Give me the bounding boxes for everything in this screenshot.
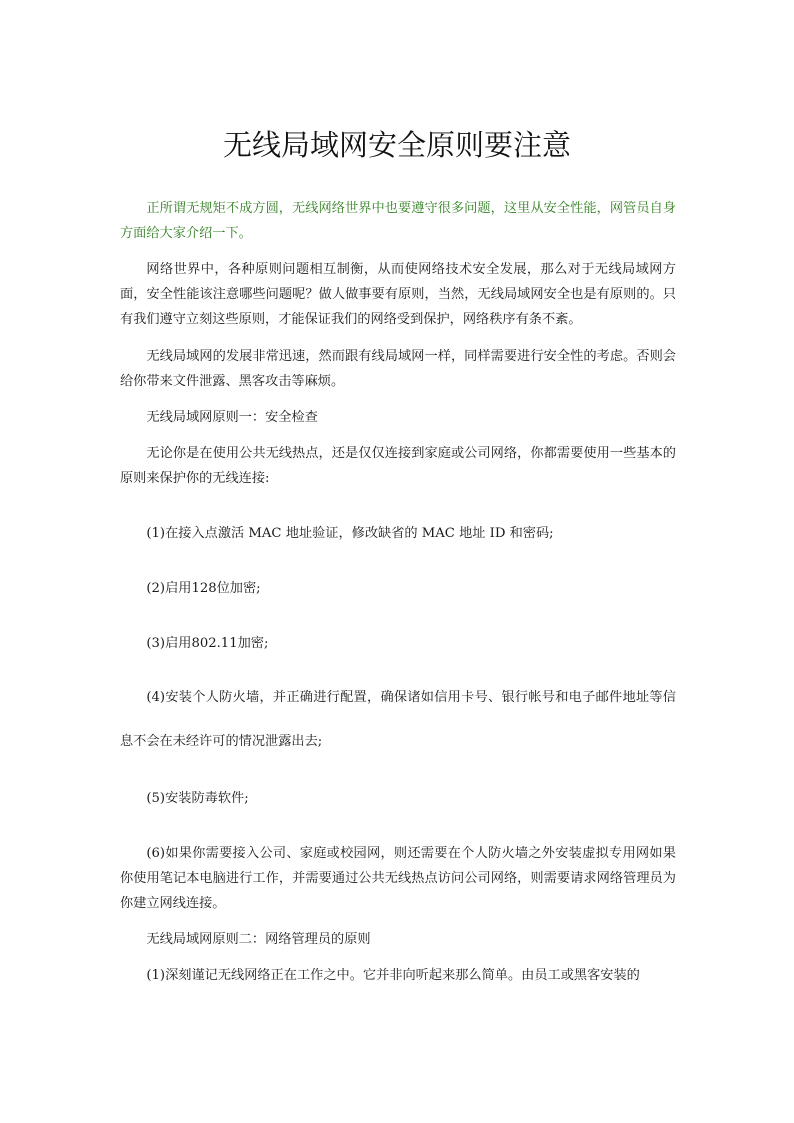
section-1-item-2: (2)启用128位加密;: [146, 581, 261, 596]
document-title: 无线局域网安全原则要注意: [222, 128, 571, 162]
intro-paragraph: 正所谓无规矩不成方圆，无线网络世界中也要遵守很多问题，这里从安全性能，网管员自身方面给大家介绍一下。: [120, 201, 676, 241]
section-1-heading: 无线局域网原则一：安全检查: [146, 410, 318, 425]
body-paragraph-1: 网络世界中，各种原则问题相互制衡，从而使网络技术安全发展，那么对于无线局域网方面，安全性能该注意哪些问题呢？做人做事要有原则，当然，无线局域网安全也是有原则的。只有我们遵守立刻这些原则，才能保证我们的网络受到保护，网络秩序有条不紊。: [120, 262, 676, 327]
section-2-heading: 无线局域网原则二：网络管理员的原则: [146, 932, 371, 947]
section-1-item-1: (1)在接入点激活 MAC 地址验证，修改缺省的 MAC 地址 ID 和密码;: [146, 526, 554, 541]
section-1-item-6: (6)如果你需要接入公司、家庭或校园网，则还需要在个人防火墙之外安装虚拟专用网如果你使用笔记本电脑进行工作，并需要通过公共无线热点访问公司网络，则需要请求网络管理员为你建立网线连接。: [120, 846, 676, 911]
section-1-item-3: (3)启用802.11加密;: [146, 636, 269, 651]
body-paragraph-2: 无线局域网的发展非常迅速，然而跟有线局域网一样，同样需要进行安全性的考虑。否则会给你带来文件泄露、黑客攻击等麻烦。: [120, 349, 676, 389]
section-2-item-1: (1)深刻谨记无线网络正在工作之中。它并非向听起来那么简单。由员工或黑客安装的: [146, 968, 640, 983]
section-1-lead: 无论你是在使用公共无线热点，还是仅仅连接到家庭或公司网络，你都需要使用一些基本的原则来保护你的无线连接:: [120, 446, 676, 486]
document-body: [120, 196, 676, 988]
section-1-item-4: (4)安装个人防火墙，并正确进行配置，确保诸如信用卡号、银行帐号和电子邮件地址等信息不会在未经许可的情况泄露出去;: [120, 690, 676, 749]
section-1-item-5: (5)安装防毒软件;: [146, 791, 249, 806]
